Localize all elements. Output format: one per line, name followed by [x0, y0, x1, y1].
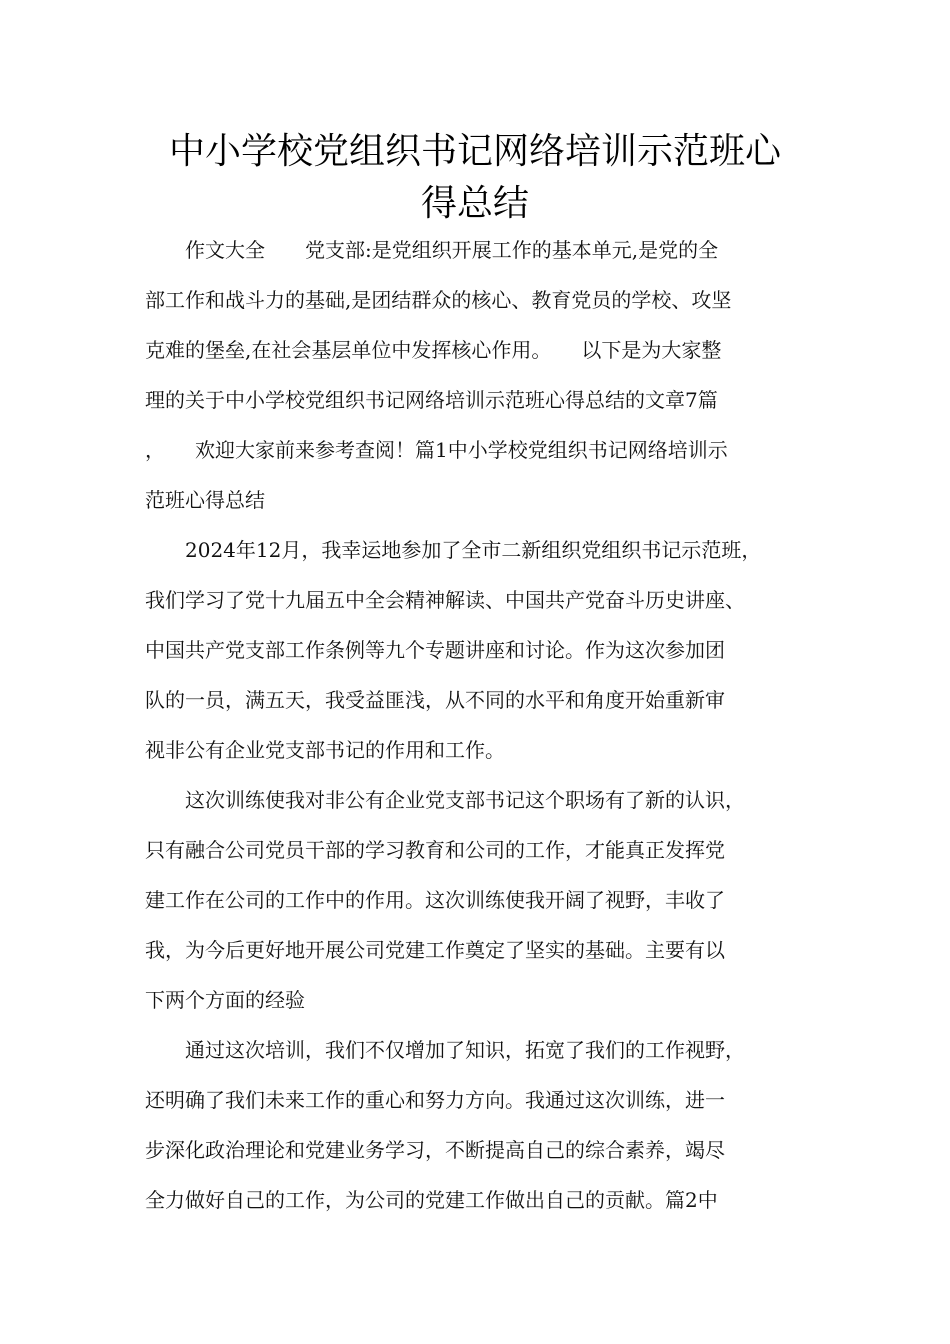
body-line: 只有融合公司党员干部的学习教育和公司的工作，才能真正发挥党: [145, 838, 725, 862]
body-line: 我们学习了党十九届五中全会精神解读、中国共产党奋斗历史讲座、: [145, 588, 745, 612]
body-line: 还明确了我们未来工作的重心和努力方向。我通过这次训练，进一: [145, 1088, 725, 1112]
body-line: 克难的堡垒,在社会基层单位中发挥核心作用。 以下是为大家整: [145, 338, 722, 362]
document-title-line-2: 得总结: [420, 183, 529, 224]
body-line: 建工作在公司的工作中的作用。这次训练使我开阔了视野，丰收了: [145, 888, 725, 912]
body-line: 步深化政治理论和党建业务学习，不断提高自己的综合素养，竭尽: [145, 1138, 725, 1162]
body-line: 全力做好自己的工作，为公司的党建工作做出自己的贡献。篇2中: [145, 1188, 718, 1212]
body-line: 通过这次培训，我们不仅增加了知识，拓宽了我们的工作视野，: [145, 1038, 745, 1062]
body-line: 中国共产党支部工作条例等九个专题讲座和讨论。作为这次参加团: [145, 638, 725, 662]
body-line: 作文大全 党支部:是党组织开展工作的基本单元,是党的全: [145, 238, 719, 262]
body-line: 视非公有企业党支部书记的作用和工作。: [145, 738, 505, 762]
body-line: 2024年12月，我幸运地参加了全市二新组织党组织书记示范班，: [145, 538, 762, 562]
body-line: 队的一员，满五天，我受益匪浅，从不同的水平和角度开始重新审: [145, 688, 725, 712]
document-title-line-1: 中小学校党组织书记网络培训示范班心: [168, 131, 781, 172]
body-line: 这次训练使我对非公有企业党支部书记这个职场有了新的认识，: [145, 788, 745, 812]
body-line: 理的关于中小学校党组织书记网络培训示范班心得总结的文章7篇: [145, 388, 718, 412]
body-line: 范班心得总结: [145, 488, 265, 512]
body-line: 我，为今后更好地开展公司党建工作奠定了坚实的基础。主要有以: [145, 938, 725, 962]
body-line: 部工作和战斗力的基础,是团结群众的核心、教育党员的学校、攻坚: [145, 288, 732, 312]
body-line: ， 欢迎大家前来参考查阅！篇1中小学校党组织书记网络培训示: [145, 438, 728, 462]
body-line: 下两个方面的经验: [145, 988, 305, 1012]
